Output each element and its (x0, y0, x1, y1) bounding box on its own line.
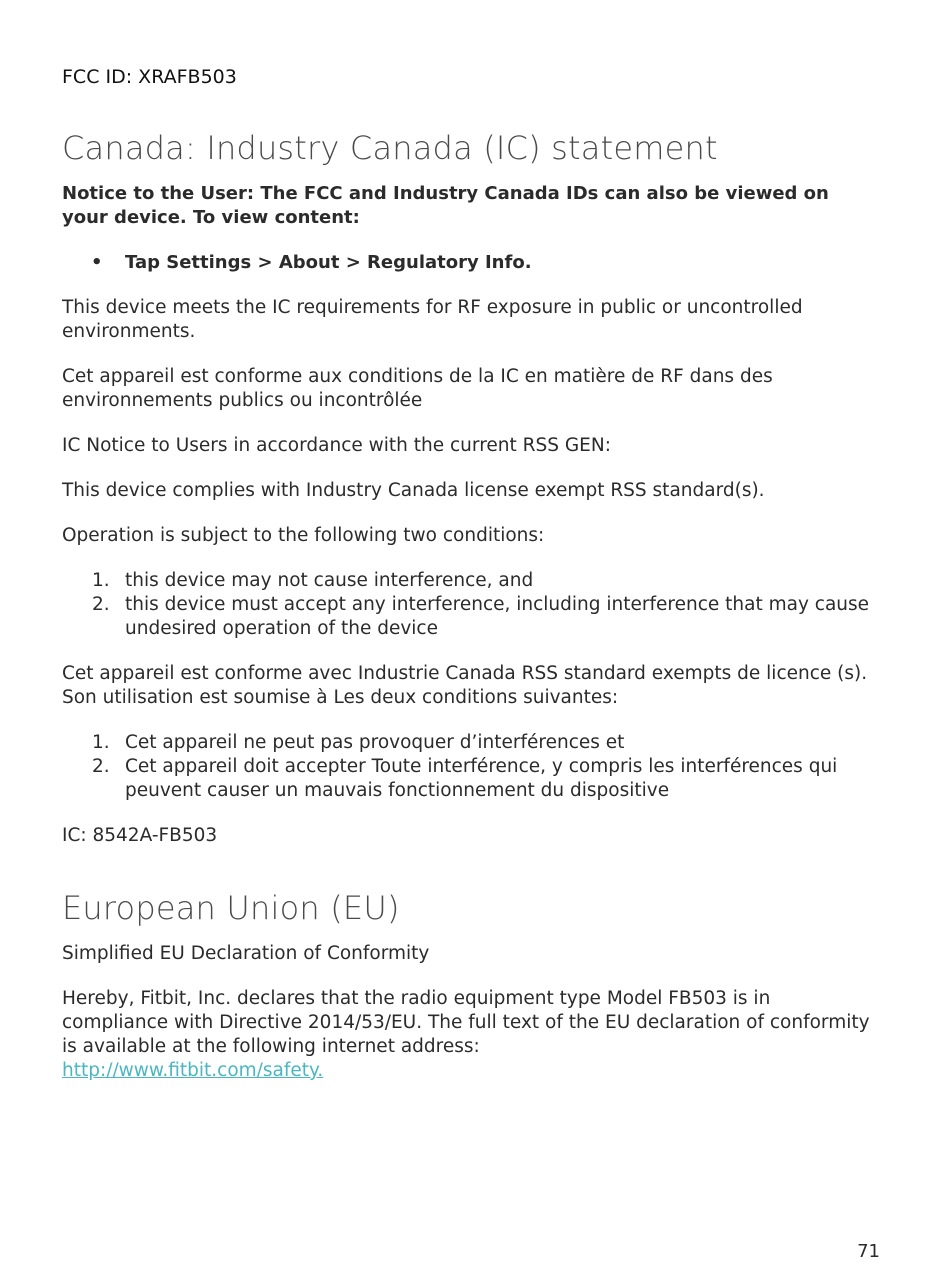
rf-exposure-en: This device meets the IC requirements for RF exposure in public or uncontrolled environments. (62, 297, 803, 342)
hereby-text: Hereby, Fitbit, Inc. declares that the radio equipment type Model FB503 is in compliance with Directive 2014/53/EU. The full text of the EU declaration of conformity is available at the following internet address: (62, 988, 870, 1057)
instruction-text: Tap Settings > About > Regulatory Info. (125, 252, 532, 273)
list-number: 2. (92, 756, 110, 777)
page-number: 71 (857, 1241, 880, 1262)
simplified-declaration: Simplified EU Declaration of Conformity (62, 943, 430, 964)
safety-link[interactable]: http://www.fitbit.com/safety. (62, 1060, 324, 1081)
bullet-icon: • (91, 252, 103, 273)
fcc-id: FCC ID: XRAFB503 (62, 66, 237, 88)
list-item-text: Cet appareil doit accepter Toute interférence, y compris les interférences qui peuvent causer un mauvais fonctionnement du dispositive (125, 756, 838, 801)
section-heading-canada: Canada: Industry Canada (IC) statement (62, 129, 718, 167)
hereby-statement (62, 987, 872, 1083)
document-page (62, 64, 872, 1083)
list-item (62, 593, 872, 641)
list-number: 2. (92, 594, 110, 615)
notice-to-user: Notice to the User: The FCC and Industry Canada IDs can also be viewed on your device. To view content: (62, 183, 829, 228)
complies-statement: This device complies with Industry Canada license exempt RSS standard(s). (62, 480, 765, 501)
section-heading-eu: European Union (EU) (62, 889, 400, 927)
list-item-text: Cet appareil ne peut pas provoquer d’interférences et (125, 732, 625, 753)
list-item-text: this device must accept any interference, including interference that may cause undesired operation of the device (125, 594, 870, 639)
list-item (62, 731, 872, 755)
conditions-list-fr (62, 731, 872, 803)
conforme-statement-fr: Cet appareil est conforme avec Industrie Canada RSS standard exempts de licence (s). Son utilisation est soumise à Les deux conditions suivantes: (62, 663, 868, 708)
ic-number: IC: 8542A-FB503 (62, 825, 218, 846)
list-item (62, 755, 872, 803)
operation-statement: Operation is subject to the following two conditions: (62, 525, 545, 546)
list-item (62, 569, 872, 593)
rf-exposure-fr: Cet appareil est conforme aux conditions de la IC en matière de RF dans des environnements publics ou incontrôlée (62, 366, 773, 411)
ic-notice: IC Notice to Users in accordance with the current RSS GEN: (62, 435, 611, 456)
list-item-text: this device may not cause interference, and (125, 570, 534, 591)
instruction-list (62, 251, 872, 275)
conditions-list-en (62, 569, 872, 641)
list-number: 1. (92, 732, 110, 753)
instruction-item (62, 251, 872, 275)
list-number: 1. (92, 570, 110, 591)
